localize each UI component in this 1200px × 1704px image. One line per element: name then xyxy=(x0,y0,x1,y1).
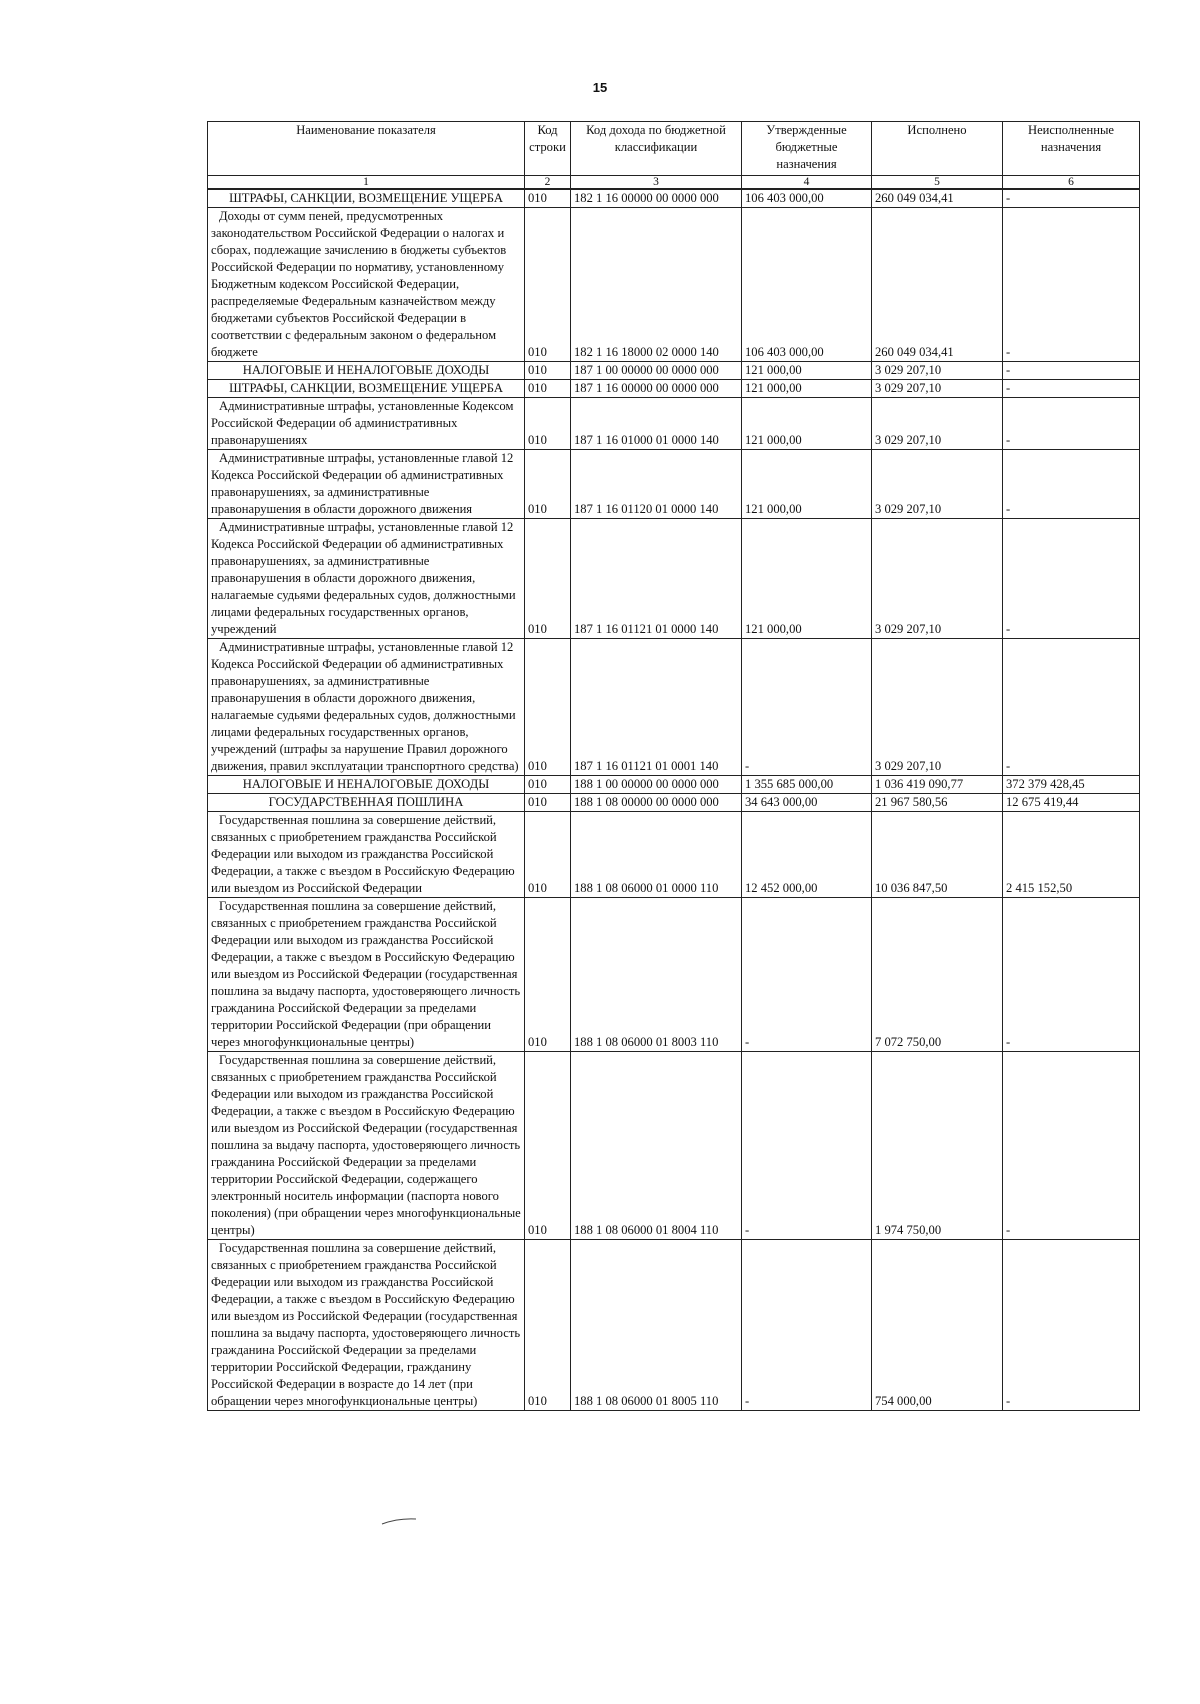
row-name: Административные штрафы, установленные главой 12 Кодекса Российской Федерации об административных правонарушениях, за административные правонарушения в области дорожного движения, налагаемые судьями федеральных судов, должностными лицами федеральных государственных органов, учреждений xyxy=(208,519,525,639)
row-executed: 1 036 419 090,77 xyxy=(872,776,1003,794)
row-line-code: 010 xyxy=(525,1052,571,1240)
row-name: Доходы от сумм пеней, предусмотренных законодательством Российской Федерации о налогах и сборах, подлежащие зачислению в бюджеты субъектов Российской Федерации по нормативу, установленному Бюджетным кодексом Российской Федерации, распределяемые Федеральным казначейством между бюджетами субъектов Российской Федерации в соответствии с федеральным законом о федеральном бюджете xyxy=(208,208,525,362)
header-executed: Исполнено xyxy=(872,122,1003,176)
header-income-code: Код дохода по бюджетной классификации xyxy=(571,122,742,176)
row-approved: 121 000,00 xyxy=(742,380,872,398)
row-line-code: 010 xyxy=(525,398,571,450)
table-row xyxy=(208,380,1140,398)
row-executed: 260 049 034,41 xyxy=(872,189,1003,208)
row-unexecuted: 372 379 428,45 xyxy=(1003,776,1140,794)
row-name: Государственная пошлина за совершение действий, связанных с приобретением гражданства Российской Федерации или выходом из гражданства Российской Федерации, а также с въездом в Российскую Федерацию или выездом из Российской Федерации (государственная пошлина за выдачу паспорта, удостоверяющего личность гражданина Российской Федерации за пределами территории Российской Федерации, содержащего электронный носитель информации (паспорта нового поколения) (при обращении через многофункциональные центры) xyxy=(208,1052,525,1240)
row-executed: 754 000,00 xyxy=(872,1240,1003,1411)
row-unexecuted: - xyxy=(1003,380,1140,398)
row-name: ШТРАФЫ, САНКЦИИ, ВОЗМЕЩЕНИЕ УЩЕРБА xyxy=(208,380,525,398)
row-unexecuted: - xyxy=(1003,1052,1140,1240)
row-unexecuted: - xyxy=(1003,208,1140,362)
row-executed: 3 029 207,10 xyxy=(872,519,1003,639)
row-line-code: 010 xyxy=(525,776,571,794)
row-line-code: 010 xyxy=(525,794,571,812)
pen-mark xyxy=(380,1516,420,1526)
row-approved: 121 000,00 xyxy=(742,398,872,450)
column-number: 1 xyxy=(208,176,525,190)
row-income-code: 188 1 08 06000 01 8003 110 xyxy=(571,898,742,1052)
row-income-code: 188 1 08 06000 01 0000 110 xyxy=(571,812,742,898)
row-line-code: 010 xyxy=(525,208,571,362)
row-unexecuted: - xyxy=(1003,189,1140,208)
row-approved: 121 000,00 xyxy=(742,450,872,519)
row-unexecuted: - xyxy=(1003,639,1140,776)
row-executed: 1 974 750,00 xyxy=(872,1052,1003,1240)
row-approved: 34 643 000,00 xyxy=(742,794,872,812)
column-number: 4 xyxy=(742,176,872,190)
row-line-code: 010 xyxy=(525,1240,571,1411)
row-executed: 21 967 580,56 xyxy=(872,794,1003,812)
row-unexecuted: - xyxy=(1003,1240,1140,1411)
row-executed: 260 049 034,41 xyxy=(872,208,1003,362)
row-line-code: 010 xyxy=(525,519,571,639)
row-income-code: 187 1 16 01120 01 0000 140 xyxy=(571,450,742,519)
column-number: 5 xyxy=(872,176,1003,190)
row-name: НАЛОГОВЫЕ И НЕНАЛОГОВЫЕ ДОХОДЫ xyxy=(208,776,525,794)
table-row xyxy=(208,398,1140,450)
row-income-code: 187 1 00 00000 00 0000 000 xyxy=(571,362,742,380)
row-name: НАЛОГОВЫЕ И НЕНАЛОГОВЫЕ ДОХОДЫ xyxy=(208,362,525,380)
table-row xyxy=(208,639,1140,776)
row-approved: 12 452 000,00 xyxy=(742,812,872,898)
row-line-code: 010 xyxy=(525,898,571,1052)
row-approved: - xyxy=(742,1052,872,1240)
column-number: 3 xyxy=(571,176,742,190)
row-unexecuted: - xyxy=(1003,450,1140,519)
table-row xyxy=(208,450,1140,519)
budget-income-table xyxy=(207,121,1140,1411)
row-executed: 3 029 207,10 xyxy=(872,450,1003,519)
table-row xyxy=(208,794,1140,812)
row-income-code: 187 1 16 01000 01 0000 140 xyxy=(571,398,742,450)
row-name: ГОСУДАРСТВЕННАЯ ПОШЛИНА xyxy=(208,794,525,812)
column-number: 6 xyxy=(1003,176,1140,190)
row-line-code: 010 xyxy=(525,362,571,380)
row-unexecuted: - xyxy=(1003,898,1140,1052)
row-income-code: 187 1 16 01121 01 0001 140 xyxy=(571,639,742,776)
row-unexecuted: - xyxy=(1003,519,1140,639)
table-row xyxy=(208,1240,1140,1411)
row-unexecuted: 2 415 152,50 xyxy=(1003,812,1140,898)
row-income-code: 188 1 00 00000 00 0000 000 xyxy=(571,776,742,794)
row-line-code: 010 xyxy=(525,189,571,208)
row-approved: - xyxy=(742,898,872,1052)
row-approved: 106 403 000,00 xyxy=(742,189,872,208)
row-approved: - xyxy=(742,639,872,776)
header-approved: Утвержденные бюджетные назначения xyxy=(742,122,872,176)
table-row xyxy=(208,1052,1140,1240)
row-line-code: 010 xyxy=(525,639,571,776)
row-executed: 3 029 207,10 xyxy=(872,362,1003,380)
row-unexecuted: - xyxy=(1003,398,1140,450)
row-line-code: 010 xyxy=(525,380,571,398)
row-approved: 121 000,00 xyxy=(742,362,872,380)
column-number-row xyxy=(208,176,1140,190)
row-executed: 3 029 207,10 xyxy=(872,398,1003,450)
table-header-row xyxy=(208,122,1140,176)
row-approved: - xyxy=(742,1240,872,1411)
table-row xyxy=(208,208,1140,362)
row-name: ШТРАФЫ, САНКЦИИ, ВОЗМЕЩЕНИЕ УЩЕРБА xyxy=(208,189,525,208)
row-name: Административные штрафы, установленные главой 12 Кодекса Российской Федерации об административных правонарушениях, за административные правонарушения в области дорожного движения, налагаемые судьями федеральных судов, должностными лицами федеральных государственных органов, учреждений (штрафы за нарушение Правил дорожного движения, правил эксплуатации транспортного средства) xyxy=(208,639,525,776)
row-income-code: 187 1 16 01121 01 0000 140 xyxy=(571,519,742,639)
row-income-code: 182 1 16 18000 02 0000 140 xyxy=(571,208,742,362)
row-income-code: 182 1 16 00000 00 0000 000 xyxy=(571,189,742,208)
row-line-code: 010 xyxy=(525,812,571,898)
table-row xyxy=(208,776,1140,794)
row-executed: 3 029 207,10 xyxy=(872,380,1003,398)
row-income-code: 188 1 08 06000 01 8004 110 xyxy=(571,1052,742,1240)
row-unexecuted: - xyxy=(1003,362,1140,380)
row-line-code: 010 xyxy=(525,450,571,519)
row-approved: 121 000,00 xyxy=(742,519,872,639)
row-income-code: 188 1 08 00000 00 0000 000 xyxy=(571,794,742,812)
header-name: Наименование показателя xyxy=(208,122,525,176)
row-name: Государственная пошлина за совершение действий, связанных с приобретением гражданства Российской Федерации или выходом из гражданства Российской Федерации, а также с въездом в Российскую Федерацию или выездом из Российской Федерации (государственная пошлина за выдачу паспорта, удостоверяющего личность гражданина Российской Федерации за пределами территории Российской Федерации (при обращении через многофункциональные центры) xyxy=(208,898,525,1052)
column-number: 2 xyxy=(525,176,571,190)
row-name: Государственная пошлина за совершение действий, связанных с приобретением гражданства Российской Федерации или выходом из гражданства Российской Федерации, а также с въездом в Российскую Федерацию или выездом из Российской Федерации (государственная пошлина за выдачу паспорта, удостоверяющего личность гражданина Российской Федерации за пределами территории Российской Федерации, гражданину Российской Федерации в возрасте до 14 лет (при обращении через многофункциональные центры) xyxy=(208,1240,525,1411)
table-row xyxy=(208,519,1140,639)
row-approved: 1 355 685 000,00 xyxy=(742,776,872,794)
table-row xyxy=(208,362,1140,380)
row-income-code: 187 1 16 00000 00 0000 000 xyxy=(571,380,742,398)
row-executed: 3 029 207,10 xyxy=(872,639,1003,776)
table-row xyxy=(208,812,1140,898)
row-name: Административные штрафы, установленные главой 12 Кодекса Российской Федерации об административных правонарушениях, за административные правонарушения в области дорожного движения xyxy=(208,450,525,519)
page-number: 15 xyxy=(592,80,608,95)
header-unexecuted: Неисполненные назначения xyxy=(1003,122,1140,176)
row-executed: 7 072 750,00 xyxy=(872,898,1003,1052)
row-income-code: 188 1 08 06000 01 8005 110 xyxy=(571,1240,742,1411)
row-approved: 106 403 000,00 xyxy=(742,208,872,362)
row-name: Административные штрафы, установленные Кодексом Российской Федерации об административных правонарушениях xyxy=(208,398,525,450)
row-executed: 10 036 847,50 xyxy=(872,812,1003,898)
row-name: Государственная пошлина за совершение действий, связанных с приобретением гражданства Российской Федерации или выходом из гражданства Российской Федерации, а также с въездом в Российскую Федерацию или выездом из Российской Федерации xyxy=(208,812,525,898)
header-line-code: Код строки xyxy=(525,122,571,176)
row-unexecuted: 12 675 419,44 xyxy=(1003,794,1140,812)
table-row xyxy=(208,189,1140,208)
table-row xyxy=(208,898,1140,1052)
